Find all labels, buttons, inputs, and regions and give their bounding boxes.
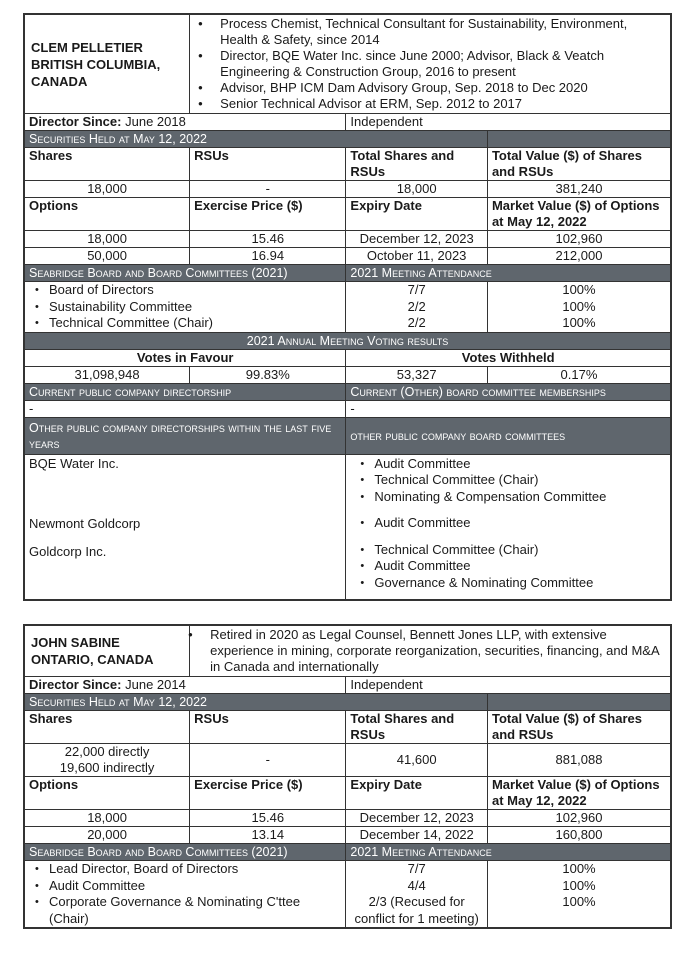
col-header: Market Value ($) of Options at May 12, 2022 bbox=[487, 777, 671, 810]
section-band bbox=[24, 332, 671, 349]
cell: 381,240 bbox=[487, 181, 671, 198]
attendance-counts bbox=[346, 861, 488, 929]
col-header: Options bbox=[24, 198, 190, 231]
cell: 41,600 bbox=[346, 744, 488, 777]
bio-item: • Process Chemist, Technical Consultant for Sustainability, Environment, Health & Safety, since 2014 bbox=[220, 16, 666, 48]
options-row bbox=[24, 827, 671, 844]
cell: December 12, 2023 bbox=[346, 810, 488, 827]
cell: 20,000 bbox=[24, 827, 190, 844]
attendance-count: 2/2 bbox=[407, 298, 426, 314]
bio-item: • Retired in 2020 as Legal Counsel, Bennett Jones LLP, with extensive experience in mining, corporate reorganization, securities, financing, and M&A in Canada and internationally bbox=[210, 627, 666, 675]
director-since bbox=[24, 114, 346, 131]
attendance-count: 7/7 bbox=[407, 861, 426, 876]
director-name: JOHN SABINE bbox=[31, 635, 120, 650]
voting-values-row bbox=[24, 366, 671, 383]
options-header-row bbox=[24, 777, 671, 810]
shares-indirect: 19,600 indirectly bbox=[59, 760, 155, 775]
cell: 15.46 bbox=[190, 231, 346, 248]
current-directorship: - bbox=[24, 400, 346, 417]
committees-header: Seabridge Board and Board Committees (2021) bbox=[24, 265, 346, 282]
band-empty bbox=[487, 131, 671, 148]
committee-item: • Audit Committee bbox=[49, 878, 341, 895]
committee-item: • Lead Director, Board of Directors bbox=[49, 861, 341, 878]
col-header: Shares bbox=[24, 711, 190, 744]
col-header: Expiry Date bbox=[346, 198, 488, 231]
director-since-value: June 2014 bbox=[125, 677, 186, 692]
director-name-cell bbox=[24, 14, 190, 114]
other-companies-row bbox=[24, 454, 671, 600]
director-table-pelletier bbox=[23, 13, 672, 601]
col-header: RSUs bbox=[190, 148, 346, 181]
section-band bbox=[24, 844, 671, 861]
cell: - bbox=[190, 744, 346, 777]
voting-header: 2021 Annual Meeting Voting results bbox=[24, 332, 671, 349]
other-committee-item: • Audit Committee bbox=[374, 515, 666, 532]
cell: December 14, 2022 bbox=[346, 827, 488, 844]
section-band bbox=[24, 694, 671, 711]
attendance-percents bbox=[487, 282, 671, 333]
director-location: BRITISH COLUMBIA, CANADA bbox=[31, 56, 161, 89]
other-committee-item: • Nominating & Compensation Committee bbox=[374, 489, 666, 506]
other-committee-item: • Technical Committee (Chair) bbox=[374, 542, 666, 559]
director-since-label: Director Since: bbox=[29, 677, 122, 692]
other-committees-list bbox=[346, 454, 671, 600]
shares-direct: 22,000 directly bbox=[64, 744, 150, 759]
attendance-count: 7/7 bbox=[407, 282, 426, 297]
votes-favour-label: Votes in Favour bbox=[24, 349, 346, 366]
attendance-count: 2/3 (Recused for conflict for 1 meeting) bbox=[354, 894, 479, 926]
securities-header: Securities Held at May 12, 2022 bbox=[24, 694, 487, 711]
cell: 15.46 bbox=[190, 810, 346, 827]
attendance-pct: 100% bbox=[562, 877, 596, 893]
attendance-count: 2/2 bbox=[407, 315, 426, 330]
cell: 50,000 bbox=[24, 248, 190, 265]
col-header: Total Value ($) of Shares and RSUs bbox=[487, 711, 671, 744]
other-committee-item: • Audit Committee bbox=[374, 456, 666, 473]
committees-row bbox=[24, 282, 671, 333]
section-band bbox=[24, 417, 671, 454]
shares-header-row bbox=[24, 148, 671, 181]
votes-favour-pct: 99.83% bbox=[190, 366, 346, 383]
col-header: Exercise Price ($) bbox=[190, 198, 346, 231]
other-companies-list bbox=[24, 454, 346, 600]
votes-withheld-pct: 0.17% bbox=[487, 366, 671, 383]
independence-status: Independent bbox=[346, 114, 671, 131]
current-row bbox=[24, 400, 671, 417]
cell bbox=[24, 744, 190, 777]
shares-values-row bbox=[24, 181, 671, 198]
securities-header: Securities Held at May 12, 2022 bbox=[24, 131, 487, 148]
current-directorship-header: Current public company directorship bbox=[24, 383, 346, 400]
bio-item: • Advisor, BHP ICM Dam Advisory Group, Sep. 2018 to Dec 2020 bbox=[220, 80, 666, 96]
shares-values-row bbox=[24, 744, 671, 777]
other-directorships-header: Other public company directorships within the last five years bbox=[24, 417, 346, 454]
cell: 212,000 bbox=[487, 248, 671, 265]
section-band bbox=[24, 265, 671, 282]
other-committee-item: • Audit Committee bbox=[374, 558, 666, 575]
committees-row bbox=[24, 861, 671, 929]
band-empty bbox=[487, 694, 671, 711]
director-table-sabine bbox=[23, 624, 672, 929]
votes-withheld: 53,327 bbox=[346, 366, 488, 383]
committee-item: • Technical Committee (Chair) bbox=[49, 315, 341, 332]
committee-item: • Board of Directors bbox=[49, 282, 341, 299]
cell: 18,000 bbox=[24, 810, 190, 827]
cell: 102,960 bbox=[487, 231, 671, 248]
cell: 18,000 bbox=[346, 181, 488, 198]
cell: October 11, 2023 bbox=[346, 248, 488, 265]
options-row bbox=[24, 231, 671, 248]
independence-status: Independent bbox=[346, 677, 671, 694]
cell: December 12, 2023 bbox=[346, 231, 488, 248]
section-band bbox=[24, 383, 671, 400]
votes-withheld-label: Votes Withheld bbox=[346, 349, 671, 366]
cell: 18,000 bbox=[24, 231, 190, 248]
voting-labels-row bbox=[24, 349, 671, 366]
attendance-pct: 100% bbox=[562, 894, 596, 909]
options-row bbox=[24, 810, 671, 827]
col-header: Options bbox=[24, 777, 190, 810]
col-header: Expiry Date bbox=[346, 777, 488, 810]
col-header: Exercise Price ($) bbox=[190, 777, 346, 810]
cell: - bbox=[190, 181, 346, 198]
attendance-pct: 100% bbox=[562, 298, 596, 314]
votes-favour: 31,098,948 bbox=[24, 366, 190, 383]
director-bio bbox=[190, 14, 671, 114]
col-header: Total Shares and RSUs bbox=[346, 148, 488, 181]
attendance-counts bbox=[346, 282, 488, 333]
director-header-row bbox=[24, 14, 671, 114]
director-since-row bbox=[24, 677, 671, 694]
section-band bbox=[24, 131, 671, 148]
other-committee-item: • Technical Committee (Chair) bbox=[374, 472, 666, 489]
attendance-pct: 100% bbox=[562, 861, 596, 876]
director-name: CLEM PELLETIER bbox=[31, 39, 143, 55]
options-row bbox=[24, 248, 671, 265]
other-company: BQE Water Inc. bbox=[29, 455, 119, 471]
cell: 881,088 bbox=[487, 744, 671, 777]
attendance-percents bbox=[487, 861, 671, 929]
committee-list bbox=[24, 282, 346, 333]
director-since-row bbox=[24, 114, 671, 131]
bio-item: • Senior Technical Advisor at ERM, Sep. 2012 to 2017 bbox=[220, 96, 666, 112]
col-header: RSUs bbox=[190, 711, 346, 744]
shares-header-row bbox=[24, 711, 671, 744]
attendance-pct: 100% bbox=[562, 315, 596, 330]
attendance-count: 4/4 bbox=[407, 877, 426, 893]
director-bio bbox=[190, 625, 671, 677]
director-header-row bbox=[24, 625, 671, 677]
col-header: Shares bbox=[24, 148, 190, 181]
current-memberships: - bbox=[346, 400, 671, 417]
cell: 160,800 bbox=[487, 827, 671, 844]
cell: 13.14 bbox=[190, 827, 346, 844]
director-since-label: Director Since: bbox=[29, 114, 122, 129]
cell: 102,960 bbox=[487, 810, 671, 827]
director-since bbox=[24, 677, 346, 694]
committee-item: • Sustainability Committee bbox=[49, 299, 341, 316]
other-committee-item: • Governance & Nominating Committee bbox=[374, 575, 666, 592]
director-name-cell bbox=[24, 625, 190, 677]
current-memberships-header: Current (Other) board committee memberships bbox=[346, 383, 671, 400]
committees-header: Seabridge Board and Board Committees (2021) bbox=[24, 844, 346, 861]
committee-item: • Corporate Governance & Nominating C'ttee (Chair) bbox=[49, 894, 341, 927]
cell: 18,000 bbox=[24, 181, 190, 198]
options-header-row bbox=[24, 198, 671, 231]
other-company: Newmont Goldcorp bbox=[29, 515, 141, 531]
other-committees-header: other public company board committees bbox=[346, 417, 671, 454]
cell: 16.94 bbox=[190, 248, 346, 265]
col-header: Total Shares and RSUs bbox=[346, 711, 488, 744]
committee-list bbox=[24, 861, 346, 929]
attendance-pct: 100% bbox=[562, 282, 596, 297]
col-header: Market Value ($) of Options at May 12, 2022 bbox=[487, 198, 671, 231]
attendance-header: 2021 Meeting Attendance bbox=[346, 844, 671, 861]
other-company: Goldcorp Inc. bbox=[29, 543, 107, 559]
director-since-value: June 2018 bbox=[125, 114, 186, 129]
bio-item: • Director, BQE Water Inc. since June 2000; Advisor, Black & Veatch Engineering & Construction Group, 2016 to present bbox=[220, 48, 666, 80]
attendance-header: 2021 Meeting Attendance bbox=[346, 265, 671, 282]
director-location: ONTARIO, CANADA bbox=[31, 652, 154, 667]
col-header: Total Value ($) of Shares and RSUs bbox=[487, 148, 671, 181]
